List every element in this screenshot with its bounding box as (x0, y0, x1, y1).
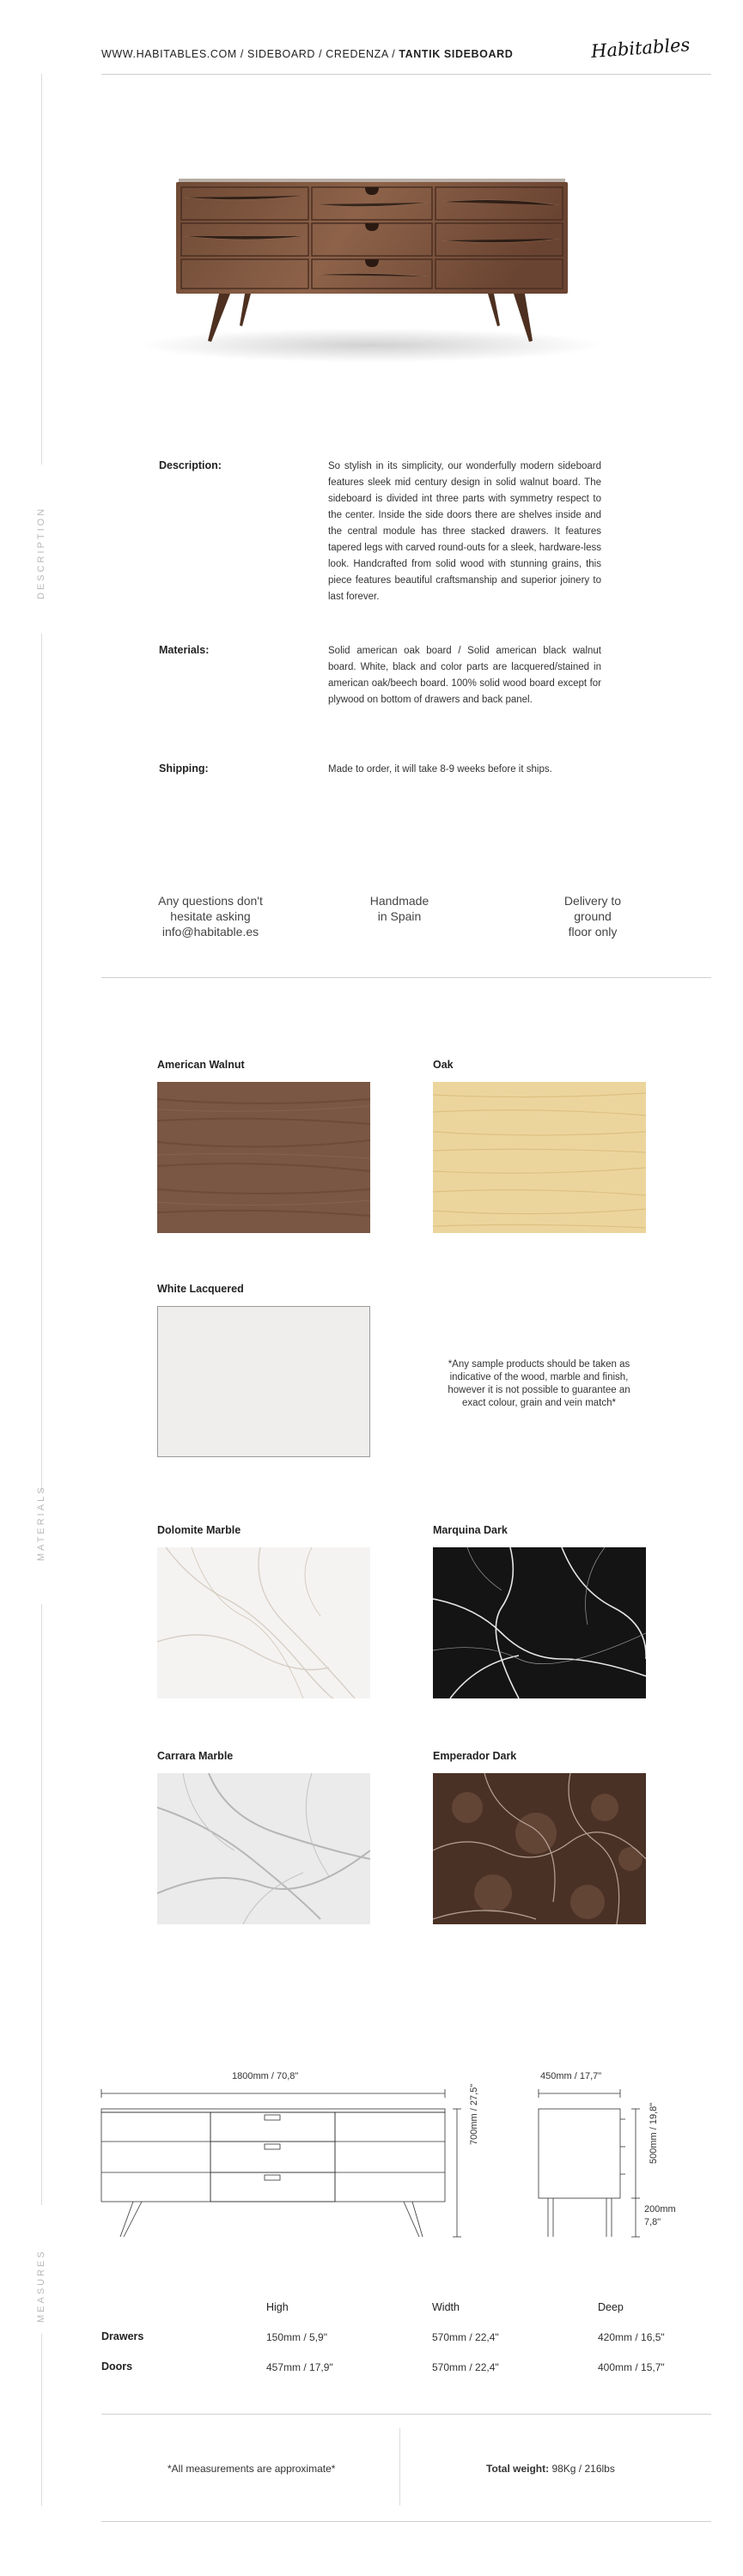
materials-label: Materials: (159, 644, 210, 656)
total-weight-value: 98Kg / 216lbs (549, 2463, 615, 2475)
table-cell: 570mm / 22,4" (432, 2331, 499, 2343)
dimension-side-depth: 450mm / 17,7" (540, 2071, 602, 2081)
swatch-label-oak: Oak (433, 1059, 454, 1071)
swatch-label-white-lacquered: White Lacquered (157, 1283, 244, 1295)
table-header-width: Width (432, 2301, 460, 2313)
breadcrumb-current: TANTIK SIDEBOARD (399, 48, 514, 60)
swatch-oak[interactable] (433, 1082, 646, 1233)
swatch-white-lacquered[interactable] (157, 1306, 370, 1457)
footer-divider-bottom (101, 2521, 711, 2522)
materials-text: Solid american oak board / Solid american black walnut board. White, black and color parts are lacquered/stained in american oak/beech board. 100% solid wood board except for plywood on bottom of drawers and back panel. (328, 646, 601, 705)
table-header-deep: Deep (598, 2301, 624, 2313)
description-label: Description: (159, 459, 222, 471)
swatch-carrara-marble[interactable] (157, 1773, 370, 1924)
total-weight-label: Total weight: (486, 2463, 550, 2475)
dimension-leg-height-in: 7,8" (644, 2217, 661, 2227)
section-label-description: DESCRIPTION (36, 506, 46, 599)
footer-column-divider (399, 2428, 400, 2506)
contact-email-link[interactable]: info@habitable.es (161, 925, 259, 939)
swatch-label-emperador-dark: Emperador Dark (433, 1750, 517, 1762)
brand-logo[interactable]: Habitables (590, 34, 691, 62)
dimension-leg-height-mm: 200mm (644, 2204, 676, 2215)
table-header-high: High (266, 2301, 289, 2313)
measurements-approx-note: *All measurements are approximate* (167, 2463, 336, 2475)
feature-delivery: Delivery to ground floor only (563, 894, 622, 939)
swatch-label-dolomite-marble: Dolomite Marble (157, 1524, 241, 1536)
shipping-label: Shipping: (159, 762, 209, 775)
footer-divider-top (101, 2414, 711, 2415)
table-cell: 420mm / 16,5" (598, 2331, 665, 2343)
breadcrumb-path[interactable]: WWW.HABITABLES.COM / SIDEBOARD / CREDENZA / (101, 48, 399, 60)
swatch-emperador-dark[interactable] (433, 1773, 646, 1924)
section-divider (101, 977, 711, 978)
table-cell: 400mm / 15,7" (598, 2361, 665, 2373)
swatch-label-carrara-marble: Carrara Marble (157, 1750, 234, 1762)
side-guide-line (41, 74, 42, 465)
table-cell: 150mm / 5,9" (266, 2331, 327, 2343)
technical-drawing (94, 2061, 696, 2258)
dimension-side-height: 500mm / 19,8" (649, 2102, 659, 2164)
swatch-label-american-walnut: American Walnut (157, 1059, 245, 1071)
table-row-label-doors: Doors (101, 2360, 133, 2372)
sample-disclaimer: *Any sample products should be taken as indicative of the wood, marble and finish, however it is not possible to guarantee an exact colour, grain and vein match* (448, 1359, 630, 1408)
table-cell: 570mm / 22,4" (432, 2361, 499, 2373)
side-guide-line (41, 634, 42, 1492)
total-weight (486, 2463, 615, 2475)
section-label-measures: MEASURES (36, 2249, 46, 2323)
section-label-materials: MATERIALS (36, 1485, 46, 1561)
sideboard-product-image (129, 155, 610, 369)
swatch-label-marquina-dark: Marquina Dark (433, 1524, 508, 1536)
side-guide-line (41, 1604, 42, 2205)
feature-handmade: Handmade in Spain (369, 894, 429, 923)
dimension-front-width: 1800mm / 70,8" (232, 2071, 299, 2081)
dimension-front-height: 700mm / 27,5" (469, 2083, 479, 2145)
side-guide-line (41, 2334, 42, 2506)
shipping-text: Made to order, it will take 8-9 weeks before it ships. (328, 764, 552, 775)
table-row-label-drawers: Drawers (101, 2330, 144, 2342)
breadcrumb (101, 48, 513, 60)
header-divider (101, 74, 711, 75)
swatch-american-walnut[interactable] (157, 1082, 370, 1233)
swatch-marquina-dark[interactable] (433, 1547, 646, 1698)
swatch-dolomite-marble[interactable] (157, 1547, 370, 1698)
table-cell: 457mm / 17,9" (266, 2361, 333, 2373)
description-text: So stylish in its simplicity, our wonderfully modern sideboard features sleek mid century design in solid walnut board. The sideboard is divided int three parts with symmetry respect to the center. Inside the side doors there are shelves inside and the central module has three stacked drawers. It features tapered legs with carved round-outs for a sleek, hardware-less look. Handcrafted from solid wood with stunning grains, this piece features beautiful craftsmanship and superior joinery to last forever. (328, 461, 601, 602)
feature-contact: Any questions don't hesitate asking info@habitable.es (129, 893, 292, 939)
